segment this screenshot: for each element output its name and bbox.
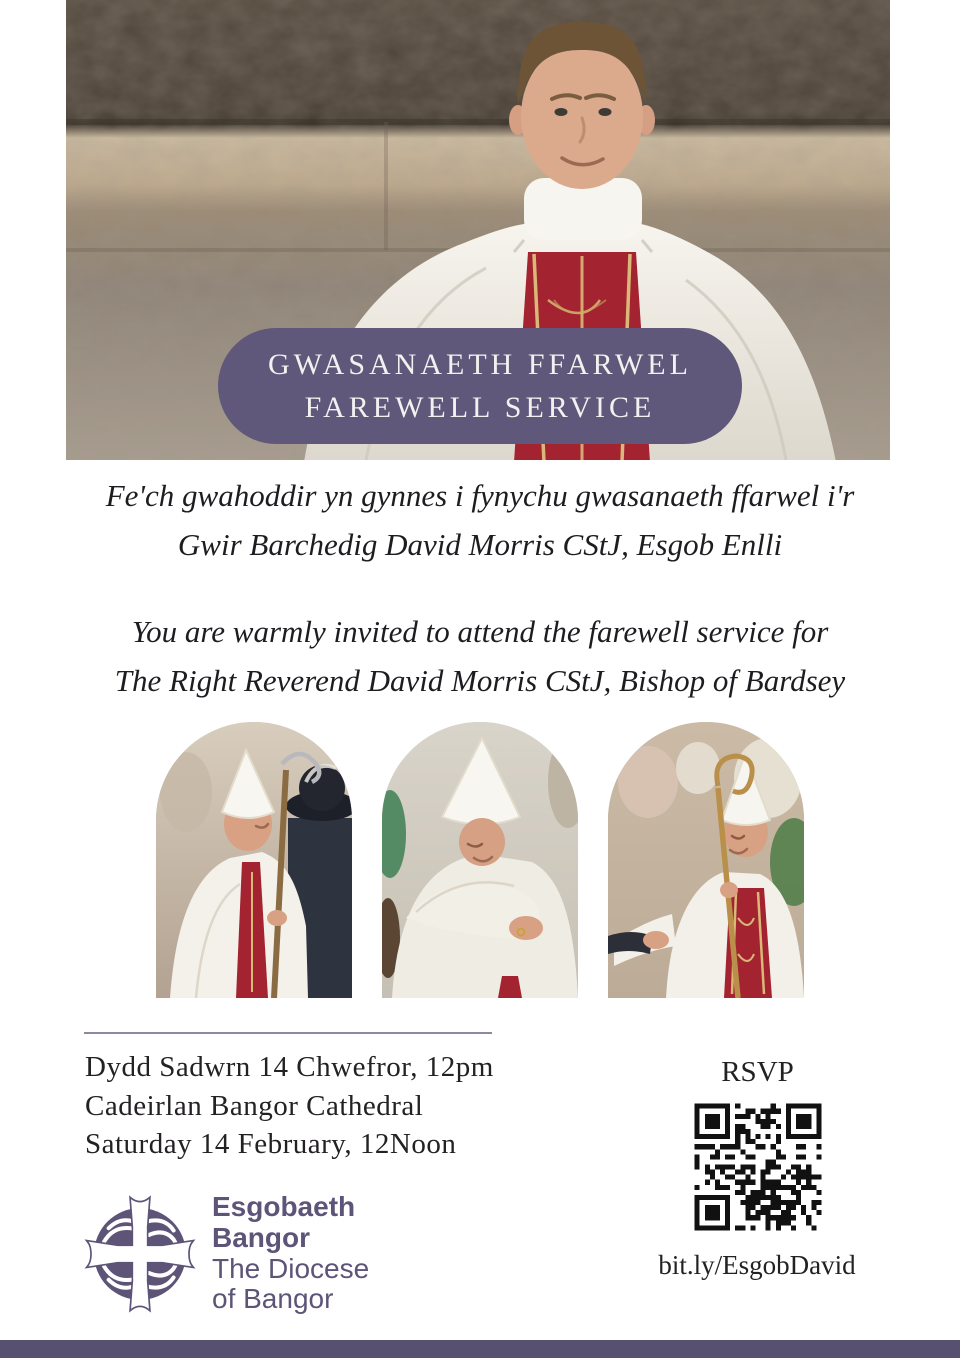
gallery-photo-3-illustration bbox=[608, 722, 804, 998]
footer-accent-bar bbox=[0, 1340, 960, 1358]
invitation-welsh-line1: Fe'ch gwahoddir yn gynnes i fynychu gwasanaeth ffarwel i'r bbox=[105, 478, 855, 513]
gallery-photo-2-illustration bbox=[382, 722, 578, 998]
rsvp-link: bit.ly/EsgobDavid bbox=[658, 1250, 856, 1280]
invitation-english-line2: The Right Reverend David Morris CStJ, Bishop of Bardsey bbox=[114, 662, 846, 698]
diocese-name-english-2: of Bangor bbox=[212, 1283, 334, 1315]
gallery-photo-1 bbox=[156, 722, 352, 998]
title-badge bbox=[218, 328, 742, 444]
invitation-welsh-line2: Gwir Barchedig David Morris CStJ, Esgob Enlli bbox=[177, 526, 783, 562]
diocese-cross-icon bbox=[84, 1194, 196, 1314]
badge-title-english: FAREWELL SERVICE bbox=[304, 390, 656, 424]
gallery-photo-1-illustration bbox=[156, 722, 352, 998]
diocese-name-english-1: The Diocese bbox=[212, 1252, 370, 1284]
event-date-welsh: Dydd Sadwrn 14 Chwefror, 12pm bbox=[85, 1051, 494, 1083]
event-details bbox=[85, 1048, 494, 1164]
diocese-name-welsh-2: Bangor bbox=[212, 1221, 310, 1253]
photo-gallery bbox=[0, 722, 960, 998]
invitation-english-line1: You are warmly invited to attend the farewell service for bbox=[131, 614, 829, 649]
rsvp-label: RSVP bbox=[721, 1056, 794, 1088]
diocese-logo bbox=[84, 1192, 369, 1315]
invitation-welsh bbox=[0, 472, 960, 570]
diocese-logo-text bbox=[212, 1192, 369, 1315]
invitation-english bbox=[0, 608, 960, 706]
qr-code bbox=[687, 1096, 829, 1238]
badge-title-welsh: GWASANAETH FFARWEL bbox=[268, 347, 692, 381]
gallery-photo-2 bbox=[382, 722, 578, 998]
gallery-photo-3 bbox=[608, 722, 804, 998]
event-date-english: Saturday 14 February, 12Noon bbox=[85, 1128, 457, 1161]
divider-line bbox=[84, 1032, 492, 1034]
event-venue: Cadeirlan Bangor Cathedral bbox=[85, 1089, 424, 1122]
diocese-name-welsh-1: Esgobaeth bbox=[212, 1191, 356, 1222]
